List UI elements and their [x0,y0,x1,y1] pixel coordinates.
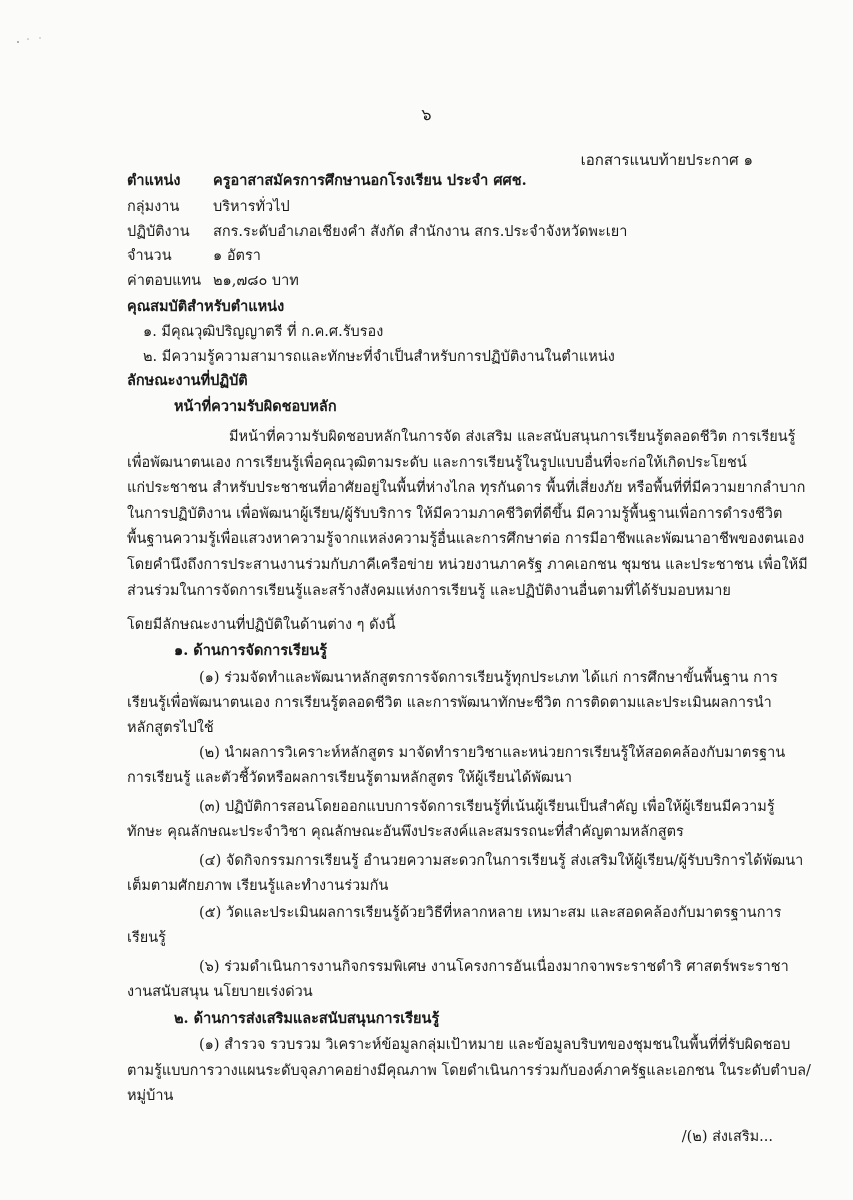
duty-paragraph-line: ในการปฏิบัติงาน เพื่อพัฒนาผู้เรียน/ผู้รับบริการ ให้มีความภาคชีวิตที่ดีขึ้น มีความรู้พื้นฐานเพื่อการดำรงชีวิต [127,506,783,522]
scan-specks [14,34,54,54]
section-item-line: การเรียนรู้ และตัวชี้วัดหรือผลการเรียนรู้ตามหลักสูตร ให้ผู้เรียนได้พัฒนา [127,770,573,786]
duty-paragraph-line: โดยคำนึงถึงการประสานงานร่วมกับภาคีเครือข่าย หน่วยงานภาครัฐ ภาคเอกชน ชุมชน และประชาชน เพื่อให้มี [127,557,808,573]
position-title: ครูอาสาสมัครการศึกษานอกโรงเรียน ประจำ ศศช. [213,172,527,189]
duty-paragraph-line: มีหน้าที่ความรับผิดชอบหลักในการจัด ส่งเสริม และสนับสนุนการเรียนรู้ตลอดชีวิต การเรียนรู้ [229,429,796,445]
info-label-group: กลุ่มงาน [127,199,180,215]
section-item-line: (๑) ร่วมจัดทำและพัฒนาหลักสูตรการจัดการเรียนรู้ทุกประเภท ได้แก่ การศึกษาขั้นพื้นฐาน การ [199,670,778,686]
duty-paragraph-line: แก่ประชาชน สำหรับประชาชนที่อาศัยอยู่ในพื้นที่ห่างไกล ทุรกันดาร พื้นที่เสี่ยงภัย หรือพื้นที่ที่มีความยากลำบาก [127,480,806,496]
section-item-line: งานสนับสนุน นโยบายเร่งด่วน [127,984,313,1000]
section-item-line: (๖) ร่วมดำเนินการงานกิจกรรมพิเศษ งานโครงการอันเนื่องมากจาพระราชดำริ ศาสตร์พระราชา [199,959,789,975]
duties-subheading: หน้าที่ความรับผิดชอบหลัก [174,398,337,415]
section-item-line: (๕) วัดและประเมินผลการเรียนรู้ด้วยวิธีที่หลากหลาย เหมาะสม และสอดคล้องกับมาตรฐานการ [199,905,782,921]
section-item-line: ตามรู้แบบการวางแผนระดับจุลภาคอย่างมีคุณภาพ โดยดำเนินการร่วมกับองค์ภาครัฐและเอกชน ในระดับตำบล/ [127,1063,811,1079]
section-item-line: (๔) จัดกิจกรรมการเรียนรู้ อำนวยความสะดวกในการเรียนรู้ ส่งเสริมให้ผู้เรียน/ผู้รับบริการได้พัฒนา [199,853,804,869]
info-label-workplace: ปฏิบัติงาน [127,224,190,240]
duty-paragraph-line: ส่วนร่วมในการจัดการเรียนรู้และสร้างสังคมแห่งการเรียนรู้ และปฏิบัติงานอื่นตามที่ได้รับมอบหมาย [127,583,731,599]
section-item-line: หลักสูตรไปใช้ [127,720,214,736]
section-heading-learning: ๑. ด้านการจัดการเรียนรู้ [174,642,328,659]
info-value-salary: ๒๑,๗๘๐ บาท [213,273,299,289]
duty-paragraph-line: เพื่อพัฒนาตนเอง การเรียนรู้เพื่อคุณวุฒิตามระดับ และการเรียนรู้ในรูปแบบอื่นที่จะก่อให้เกิดประโยชน์ [127,455,747,471]
info-label-count: จำนวน [127,248,172,264]
position-label: ตำแหน่ง [127,172,181,189]
info-label-salary: ค่าตอบแทน [127,273,201,289]
info-value-group: บริหารทั่วไป [213,199,290,215]
attachment-label: เอกสารแนบท้ายประกาศ ๑ [580,151,753,169]
info-value-count: ๑ อัตรา [213,248,261,264]
qualifications-heading: คุณสมบัติสำหรับตำแหน่ง [127,298,285,315]
info-value-workplace: สกร.ระดับอำเภอเชียงคำ สังกัด สำนักงาน สกร.ประจำจังหวัดพะเยา [213,224,628,240]
duties-heading: ลักษณะงานที่ปฏิบัติ [127,372,248,389]
duty-paragraph-line: พื้นฐานความรู้เพื่อแสวงหาความรู้จากแหล่งความรู้อื่นและการศึกษาต่อ การมีอาชีพและพัฒนาอาชีพของตนเอง [127,531,805,547]
section-item-line: (๑) สำรวจ รวบรวม วิเคราะห์ข้อมูลกลุ่มเป้าหมาย และข้อมูลบริบทของชุมชนในพื้นที่ที่รับผิดชอบ [199,1037,791,1053]
page-number: ๖ [421,105,432,124]
qualification-item: ๑. มีคุณวุฒิปริญญาตรี ที่ ก.ค.ศ.รับรอง [143,324,384,340]
section-item-line: (๓) ปฏิบัติการสอนโดยออกแบบการจัดการเรียนรู้ที่เน้นผู้เรียนเป็นสำคัญ เพื่อให้ผู้เรียนมีความรู้ [199,799,775,815]
section-item-line: ทักษะ คุณลักษณะประจำวิชา คุณลักษณะอันพึงประสงค์และสมรรถนะที่สำคัญตามหลักสูตร [127,824,684,840]
duties-intro: โดยมีลักษณะงานที่ปฏิบัติในด้านต่าง ๆ ดังนี้ [127,617,396,633]
section-item-line: เต็มตามศักยภาพ เรียนรู้และทำงานร่วมกัน [127,878,389,894]
section-heading-support: ๒. ด้านการส่งเสริมและสนับสนุนการเรียนรู้ [174,1010,440,1027]
qualification-item: ๒. มีความรู้ความสามารถและทักษะที่จำเป็นสำหรับการปฏิบัติงานในตำแหน่ง [143,349,615,365]
continuation-marker: /(๒) ส่งเสริม... [681,1129,773,1145]
section-item-line: เรียนรู้ [127,930,166,946]
section-item-line: เรียนรู้เพื่อพัฒนาตนเอง การเรียนรู้ตลอดชีวิต และการพัฒนาทักษะชีวิต การติดตามและประเมินผลการนำ [127,695,772,711]
section-item-line: (๒) นำผลการวิเคราะห์หลักสูตร มาจัดทำรายวิชาและหน่วยการเรียนรู้ให้สอดคล้องกับมาตรฐาน [199,745,786,761]
section-item-line: หมู่บ้าน [127,1088,174,1104]
